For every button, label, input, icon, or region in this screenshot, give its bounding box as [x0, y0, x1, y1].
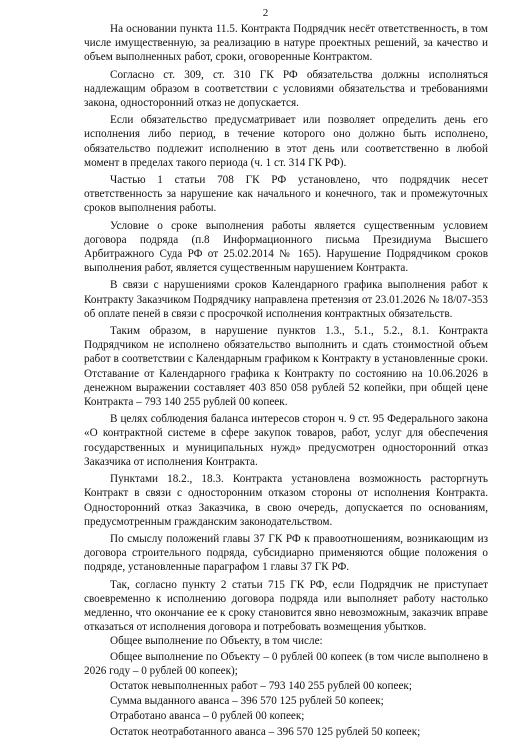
paragraph-chapter-37: По смыслу положений главы 37 ГК РФ к правоотношениям, возникающим из договора строительного подряда, субсидиарно применяются общие положения о подряде, установленные параграфом 1 главы 37 ГК РФ. — [84, 532, 488, 574]
page-number: 2 — [262, 7, 269, 19]
summary-line-advance-issued: Сумма выданного аванса – 396 570 125 рублей 50 копеек; — [110, 695, 384, 708]
summary-heading: Общее выполнение по Объекту, в том числе: — [110, 635, 323, 648]
summary-line-advance-worked: Отработано аванса – 0 рублей 00 копеек; — [110, 710, 305, 723]
summary-block — [84, 634, 488, 738]
paragraph-federal-law: В целях соблюдения баланса интересов сторон ч. 9 ст. 95 Федерального закона «О контрактной системе в сфере закупок товаров, работ, услуг для обеспечения государственных и муниципальных нужд» предусмотрен односторонний отказ Заказчика от исполнения Контракта. — [84, 413, 488, 468]
summary-line-advance-remaining: Остаток неотработанного аванса – 396 570 125 рублей 50 копеек; — [110, 725, 421, 738]
document-body — [84, 22, 488, 740]
summary-line-remaining-work: Остаток невыполненных работ – 793 140 255 рублей 00 копеек; — [110, 679, 412, 692]
summary-line-total: Общее выполнение по Объекту – 0 рублей 00 копеек (в том числе выполнено в 2026 году – 0 рублей 00 копеек); — [84, 650, 488, 677]
paragraph-article-715: Так, согласно пункту 2 статьи 715 ГК РФ, если Подрядчик не приступает своевременно к исполнению договора подряда или выполняет работу настолько медленно, что окончание ее к сроку становится явно невозможным, заказчик вправе отказаться от исполнения договора и потребовать возмещения убытков. — [84, 578, 488, 634]
paragraph-liability: На основании пункта 11.5. Контракта Подрядчик несёт ответственность, в том числе имущественную, за реализацию в натуре проектных решений, за качество и объем выполненных работ, сроки, оговоренные Контрактом. — [84, 23, 488, 64]
paragraph-article-708: Частью 1 статьи 708 ГК РФ установлено, что подрядчик несет ответственность за нарушение как начального и конечного, так и промежуточных сроков выполнения работы. — [84, 174, 488, 215]
paragraph-essential-condition: Условие о сроке выполнения работы является существенным условием договора подряда (п.8 Информационного письма Президиума Высшего Арбитражного Суда РФ от 25.02.2014 № 165). Нарушение Подрядчиком сроков выполнения работ, является существенным нарушением Контракта. — [84, 219, 488, 275]
paragraph-obligations: Согласно ст. 309, ст. 310 ГК РФ обязательства должны исполняться надлежащим образом в соответствии с условиями обязательства и требованиями закона, односторонний отказ не допускается. — [84, 68, 488, 110]
paragraph-claim: В связи с нарушениями сроков Календарного графика выполнения работ к Контракту Заказчиком Подрядчику направлена претензия от 23.01.2026 № 18/07-353 об оплате пеней в связи с просрочкой исполнения контрактных обязательств. — [84, 279, 488, 320]
paragraph-termination-clauses: Пунктами 18.2., 18.3. Контракта установлена возможность расторгнуть Контракт в связи с односторонним отказом стороны от исполнения Контракта. Односторонний отказ Заказчика, в свою очередь, допускается по основаниям, предусмотренным гражданским законодательством. — [84, 473, 488, 528]
paragraph-schedule-delay: Таким образом, в нарушение пунктов 1.3., 5.1., 5.2., 8.1. Контракта Подрядчиком не исполнено обязательство выполнить и сдать стоимостной объем работ в соответствии с Календарным графиком к Контракту в установленные сроки. Отставание от Календарного графика к Контракту по состоянию на 10.06.2026 в денежном выражении составляет 403 850 058 рублей 52 копейки, при общей цене Контракта – 793 140 255 рублей 00 копеек. — [84, 325, 488, 409]
paragraph-performance-term: Если обязательство предусматривает или позволяет определить день его исполнения либо период, в течение которого оно должно быть исполнено, обязательство подлежит исполнению в этот день или соответственно в любой момент в пределах такого периода (ч. 1 ст. 314 ГК РФ). — [84, 114, 488, 169]
